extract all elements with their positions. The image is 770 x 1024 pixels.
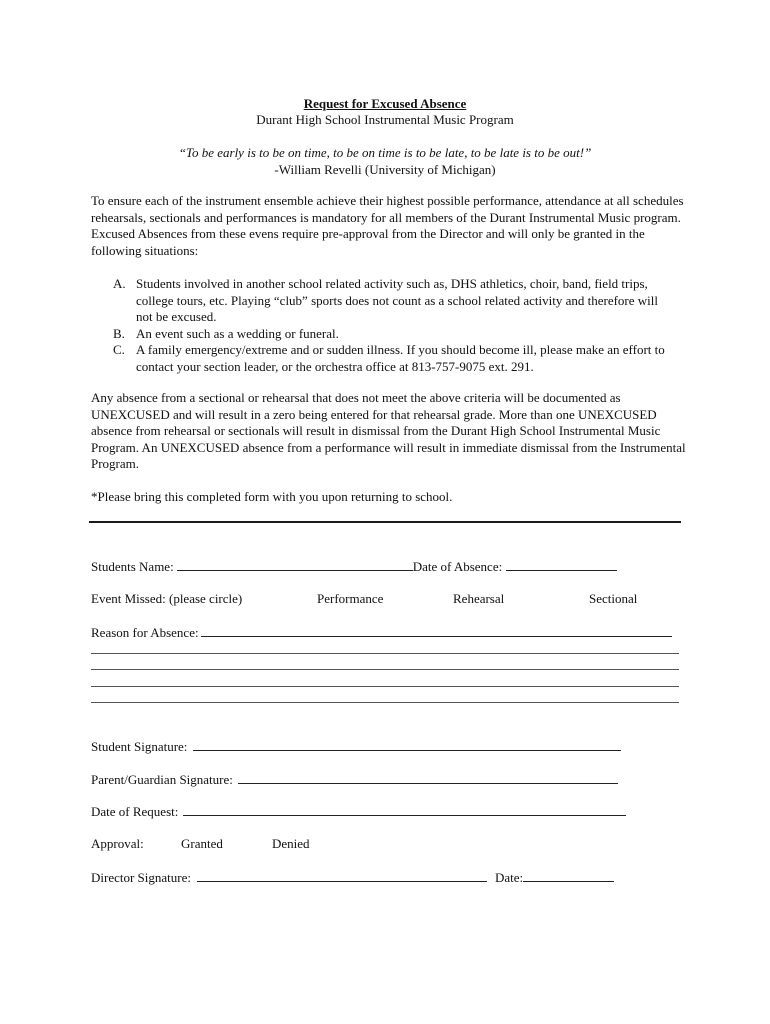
director-signature-label: Director Signature:: [91, 870, 191, 885]
date-of-request-label: Date of Request:: [91, 804, 179, 819]
event-missed-label: Event Missed: (please circle): [91, 591, 243, 606]
student-name-field[interactable]: [177, 558, 413, 571]
list-marker: B.: [113, 325, 125, 341]
list-item: [113, 342, 673, 375]
list-item: [113, 326, 673, 343]
approval-option-denied[interactable]: Denied: [272, 836, 310, 851]
reason-row: [91, 624, 672, 641]
list-item-text: An event such as a wedding or funeral.: [136, 325, 339, 341]
reason-field[interactable]: [201, 624, 672, 637]
date-of-absence-label: Date of Absence:: [412, 559, 503, 574]
list-item-text: A family emergency/extreme and or sudden illness. If you should become ill, please make an effort to contact your section leader, or the orchestra office at 813-757-9075 ext. 291.: [136, 342, 665, 374]
reason-line[interactable]: [91, 702, 679, 703]
approval-label: Approval:: [91, 836, 144, 851]
event-option-sectional[interactable]: Sectional: [589, 591, 638, 606]
parent-signature-label: Parent/Guardian Signature:: [91, 772, 233, 787]
student-signature-label: Student Signature:: [91, 739, 188, 754]
list-marker: C.: [113, 342, 125, 358]
bring-form-note: *Please bring this completed form with you upon returning to school.: [91, 489, 453, 504]
date-of-absence-field[interactable]: [506, 558, 617, 571]
reason-line[interactable]: [91, 686, 679, 687]
list-item: [113, 276, 673, 326]
program-name: Durant High School Instrumental Music Program: [256, 112, 514, 127]
student-signature-field[interactable]: [193, 738, 621, 751]
intro-paragraph: To ensure each of the instrument ensemble achieve their highest possible performance, attendance at all schedules rehearsals, sectionals and performances is mandatory for all members of the Durant Instrumental Music program. Excused Absences from these evens require pre-approval from the Director and will only be granted in the following situations:: [91, 193, 684, 258]
approval-option-granted[interactable]: Granted: [181, 836, 223, 851]
quote: “To be early is to be on time, to be on time is to be late, to be late is to be out!”: [178, 145, 592, 160]
director-signature-row: [91, 869, 614, 886]
list-item-text: Students involved in another school related activity such as, DHS athletics, choir, band, field trips, college tours, etc. Playing “club” sports does not count as a school related activity and therefore will not be excused.: [136, 276, 659, 325]
parent-signature-field[interactable]: [238, 771, 618, 784]
date-label: Date:: [495, 870, 524, 885]
situations-list: [113, 276, 673, 376]
unexcused-policy-paragraph: Any absence from a sectional or rehearsal that does not meet the above criteria will be documented as UNEXCUSED and will result in a zero being entered for that rehearsal grade. More than one UNEXCUSED absence from rehearsal or sectionals will result in dismissal from the Durant High School Instrumental Music Program. An UNEXCUSED absence from a performance will result in immediate dismissal from the Instrumental Program.: [91, 390, 686, 472]
event-option-performance[interactable]: Performance: [317, 591, 384, 606]
event-option-rehearsal[interactable]: Rehearsal: [453, 591, 505, 606]
reason-line[interactable]: [91, 653, 679, 654]
director-signature-field[interactable]: [197, 869, 487, 882]
reason-line[interactable]: [91, 669, 679, 670]
parent-signature-row: [91, 771, 618, 788]
reason-label: Reason for Absence:: [91, 625, 199, 640]
student-name-row: [91, 558, 617, 575]
student-name-label: Students Name:: [91, 559, 174, 574]
director-date-field[interactable]: [523, 869, 614, 882]
quote-author: -William Revelli (University of Michigan): [274, 162, 496, 177]
form-title: Request for Excused Absence: [303, 96, 467, 111]
date-of-request-field[interactable]: [183, 803, 626, 816]
section-divider: [89, 521, 681, 523]
student-signature-row: [91, 738, 621, 755]
date-of-request-row: [91, 803, 626, 820]
list-marker: A.: [113, 276, 126, 291]
